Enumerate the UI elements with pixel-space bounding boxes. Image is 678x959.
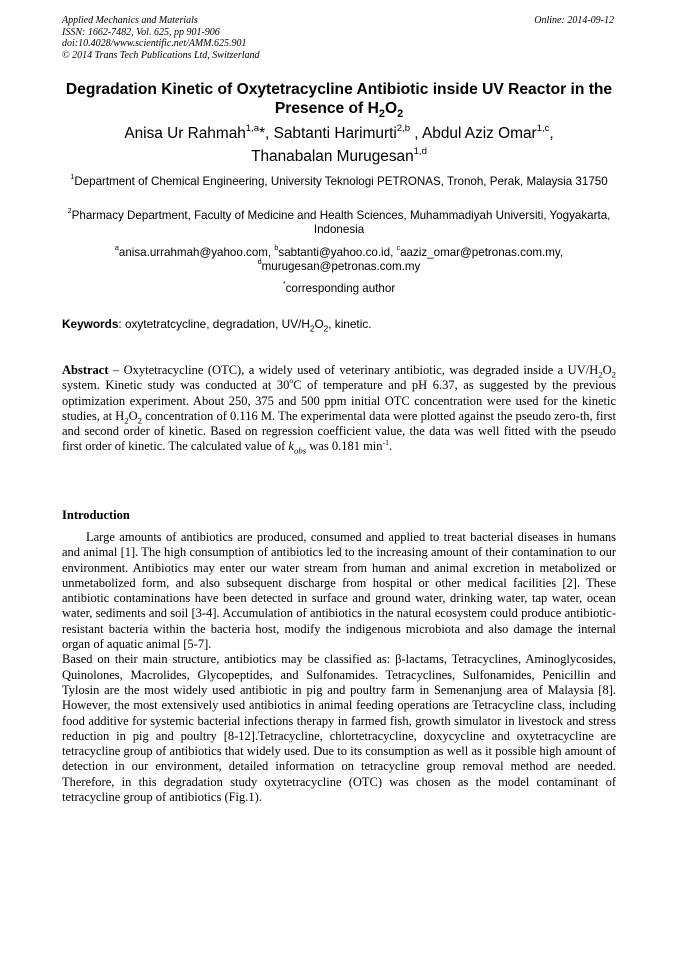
abstract-ksub: obs — [293, 445, 307, 456]
email-a-sup: a — [114, 243, 119, 253]
abstract — [62, 363, 616, 455]
abstract-s4: 2 — [137, 415, 143, 426]
corresponding-note — [62, 279, 616, 296]
author-1: Anisa Ur Rahmah — [124, 125, 246, 142]
author-line-2 — [62, 145, 616, 168]
abstract-k: k — [288, 439, 294, 454]
email-a[interactable]: anisa.urrahmah@yahoo.com, — [118, 246, 275, 259]
keywords-label: Keywords — [62, 317, 119, 331]
corresponding-sup: * — [282, 279, 286, 289]
abstract-t5: O — [128, 408, 138, 423]
email-b-sup: b — [274, 243, 279, 253]
abstract-t3: system. Kinetic study was conducted at 30 — [62, 378, 290, 393]
email-c[interactable]: aaziz_omar@petronas.com.my, — [400, 246, 564, 259]
email-list — [62, 243, 616, 274]
affiliation-2-sup: 2 — [67, 206, 72, 216]
author-1-star: *, — [259, 125, 274, 142]
abstract-label: Abstract — [62, 363, 109, 377]
author-4-sup: 1,d — [413, 145, 427, 157]
doi-line: doi:10.4028/www.scientific.net/AMM.625.901 — [62, 38, 247, 49]
author-3-sup: 1,c — [536, 122, 550, 134]
title-o: O — [384, 100, 398, 117]
abstract-t1: – Oxytetracycline (OTC), a widely used of veterinary antibiotic, was degraded inside a UV/H — [108, 363, 599, 377]
author-3: Abdul Aziz Omar — [422, 125, 537, 142]
online-date: Online: 2014-09-12 — [534, 15, 614, 26]
title-sub-2: 2 — [397, 108, 404, 121]
author-4: Thanabalan Murugesan — [251, 148, 414, 165]
affiliation-1 — [62, 172, 616, 189]
keywords-text-3: , kinetic. — [328, 317, 372, 331]
abstract-t8: . — [389, 439, 393, 454]
introduction-paragraph-2: Based on their main structure, antibiotics may be classified as: β-lactams, Tetracyclines, Aminoglycosides, Quinolones, Macrolides, Glycopeptides, and Sulfonamides. Tetracyclines, Sulfonamides, Penicillin and Tylosin are the most widely used antibiotic in pig and poultry farm in Semenanjung area of Malaysia [8]. However, the most extensively used antibiotics in animal feeding operations are Tetracycline class, including food additive for systemic bacterial infections therapy in farmed fish, growth simulator in livestock and stress reduction in pig and poultry [8-12].Tetracycline, chlortetracycline, doxycycline and oxytetracycline are tetracycline group of antibiotics that widely used. Due to its consumption as well as it possible high amount of detection in our environment, detailed information on tetracycline group removal method are needed. Therefore, in this degradation study oxytetracycline (OTC) was chosen as the model contaminant of tetracycline group of antibiotics (Fig.1). — [62, 652, 616, 805]
journal-header — [62, 15, 260, 61]
journal-name: Applied Mechanics and Materials — [62, 15, 198, 26]
keywords-text-2: O — [314, 317, 324, 331]
copyright-line: © 2014 Trans Tech Publications Ltd, Switzerland — [62, 49, 260, 61]
introduction-heading: Introduction — [62, 508, 130, 522]
abstract-t2: O — [602, 363, 612, 377]
introduction-paragraph-1: Large amounts of antibiotics are produced, consumed and applied to treat bacterial diseases in humans and animal [1]. The high consumption of antibiotics led to the increasing amount of their contamination to our environment. Antibiotics may enter our water stream from human and animal excretion in metabolized or unmetabolized form, and also subsequent discharge from hospital or other medical facilities [2]. These antibiotic contaminations have been detected in surface and ground water, drinking water, tap water, ocean water, sediments and soil [3-4]. Accumulation of antibiotics in the natural ecosystem could produce antibiotic-resistant bacteria within the bacteria host, modify the indigenous microbiota and also damage the internal organ of aquatic animal [5-7]. — [62, 530, 616, 652]
author-2-sep: , — [410, 125, 423, 142]
author-2-sup: 2,b — [396, 122, 411, 134]
abstract-s2: 2 — [611, 369, 616, 380]
author-1-sup: 1,a — [245, 122, 260, 134]
affiliation-1-sup: 1 — [70, 172, 75, 182]
email-d[interactable]: murugesan@petronas.com.my — [261, 260, 421, 273]
paper-title — [62, 80, 616, 121]
keywords-sub-1: 2 — [309, 324, 315, 334]
introduction-body — [62, 530, 616, 805]
abstract-t7: was 0.181 min — [306, 439, 383, 454]
keywords-text-1: : oxytetratcycline, degradation, UV/H — [118, 317, 310, 331]
email-d-sup: d — [257, 257, 262, 267]
affiliation-2 — [62, 206, 616, 237]
abstract-sup1: o — [289, 376, 294, 386]
abstract-sup2: -1 — [382, 437, 389, 447]
abstract-s3: 2 — [124, 415, 129, 426]
title-sub-1: 2 — [378, 108, 385, 121]
email-c-sup: c — [396, 243, 401, 253]
keywords — [62, 317, 616, 334]
issn-line: ISSN: 1662-7482, Vol. 625, pp 901-906 — [62, 26, 220, 38]
keywords-sub-2: 2 — [323, 324, 329, 334]
author-3-sep: , — [549, 125, 554, 142]
affiliation-1-text: Department of Chemical Engineering, University Teknologi PETRONAS, Tronoh, Perak, Malaysia 31750 — [74, 175, 608, 188]
author-list — [62, 122, 616, 168]
affiliation-2-text: Pharmacy Department, Faculty of Medicine and Health Sciences, Muhammadiyah Universiti, Yogyakarta, Indonesia — [71, 209, 611, 236]
title-text: Degradation Kinetic of Oxytetracycline Antibiotic inside UV Reactor in the Presence of H — [65, 81, 613, 117]
abstract-s1: 2 — [598, 369, 603, 380]
author-2: Sabtanti Harimurti — [273, 125, 397, 142]
abstract-t6: concentration of 0.116 M. The experimental data were plotted against the pseudo zero-th, first and second order of kinetic. Based on regression coefficient value, the data was well fitted with the pseudo first order of kinetic. The calculated value of — [62, 408, 616, 454]
email-b[interactable]: sabtanti@yahoo.co.id, — [278, 246, 397, 259]
abstract-t4: C of temperature and pH 6.37, as suggested by the previous optimization experiment. About 250, 375 and 500 ppm initial OTC concentration were used for the kinetic studies, at H — [62, 378, 616, 423]
corresponding-text: corresponding author — [285, 282, 396, 295]
author-line-1 — [62, 122, 616, 145]
